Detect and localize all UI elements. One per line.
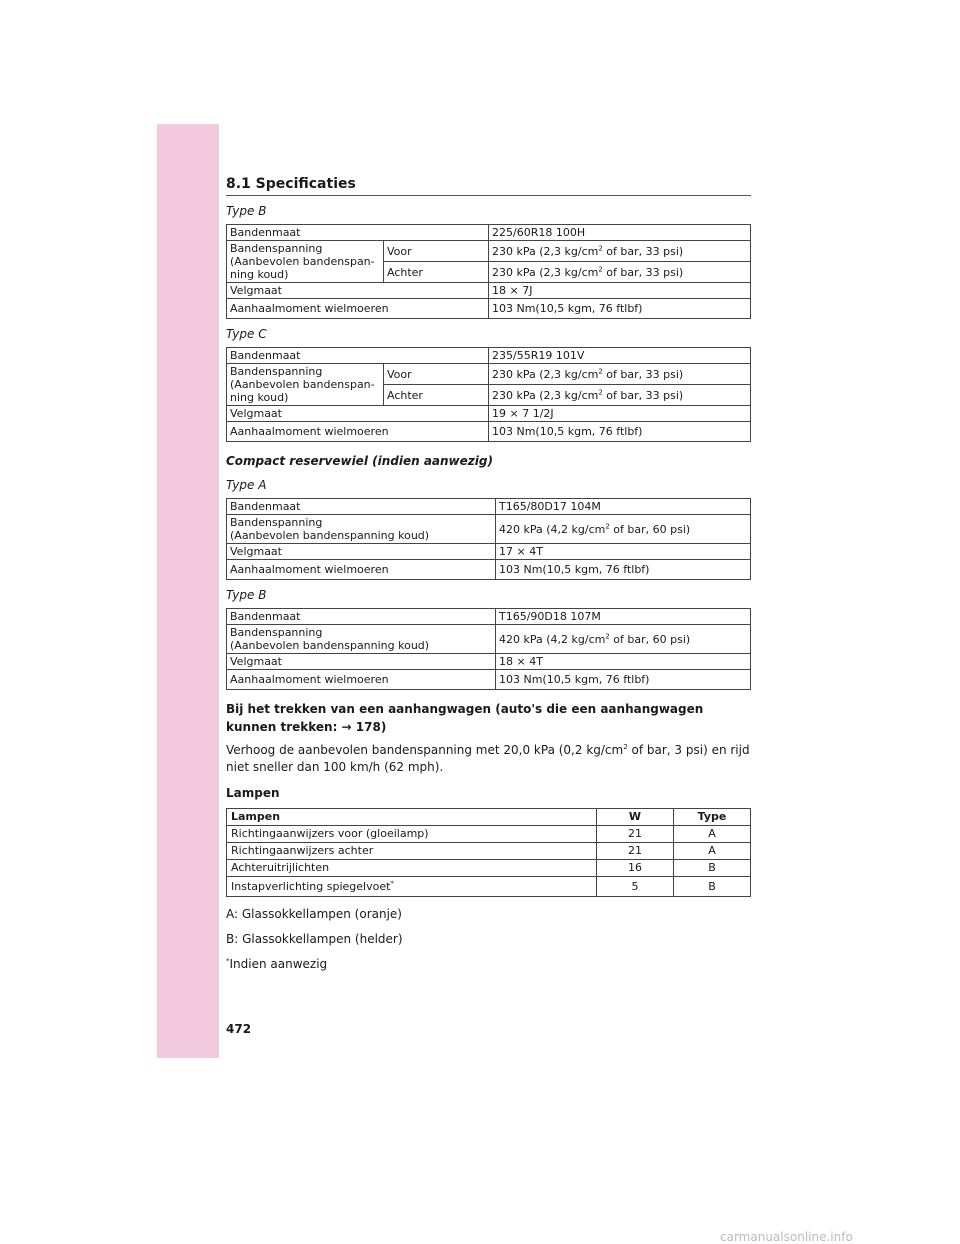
value-text: of bar, 60 psi) [609, 522, 691, 536]
table-cell: Richtingaanwijzers achter [227, 843, 597, 860]
table-row [227, 422, 751, 442]
type-label: Type B [226, 588, 267, 602]
towing-text [226, 742, 751, 776]
table-cell: 21 [597, 826, 674, 843]
table-row [227, 544, 751, 560]
compact-spec-table [226, 498, 751, 580]
type-label: Type A [226, 478, 267, 492]
superscript: 2 [605, 521, 610, 530]
table-cell: B [674, 877, 751, 897]
table-cell: Achteruitrijlichten [227, 860, 597, 877]
table-cell [489, 385, 751, 406]
table-row [227, 348, 751, 364]
table-cell: Voor [384, 364, 489, 385]
table-cell [227, 515, 496, 544]
superscript: * [390, 878, 394, 887]
table-row [227, 843, 751, 860]
lamp-table [226, 808, 751, 897]
table-cell: Aanhaalmoment wielmoeren [227, 422, 489, 442]
table-cell: Velgmaat [227, 654, 496, 670]
table-cell: B [674, 860, 751, 877]
table-cell: 225/60R18 100H [489, 225, 751, 241]
table-row [227, 515, 751, 544]
table-cell [489, 262, 751, 283]
section-title: 8.1 Specificaties [226, 176, 751, 196]
towing-heading: Bij het trekken van een aanhangwagen (auto's die een aanhangwagen kunnen trekken: → 178) [226, 702, 704, 734]
table-cell: 103 Nm(10,5 kgm, 76 ftlbf) [489, 299, 751, 319]
table-cell: A [674, 843, 751, 860]
table-cell: 18 × 7J [489, 283, 751, 299]
table-row [227, 877, 751, 897]
table-row [227, 499, 751, 515]
value-text: 230 kPa (2,3 kg/cm [492, 388, 599, 402]
cell-line: Bandenspanning [230, 626, 323, 639]
table-row [227, 406, 751, 422]
table-cell: 235/55R19 101V [489, 348, 751, 364]
table-cell: Achter [384, 262, 489, 283]
note-line: A: Glassokkellampen (oranje) [226, 907, 402, 921]
table-cell: Velgmaat [227, 406, 489, 422]
table-cell [496, 515, 751, 544]
table-row [227, 560, 751, 580]
table-cell: 19 × 7 1/2J [489, 406, 751, 422]
value-text: 230 kPa (2,3 kg/cm [492, 265, 599, 279]
type-label: Type B [226, 204, 267, 218]
value-text: of bar, 33 psi) [602, 367, 684, 381]
table-cell: Bandenspanning (Aanbevolen bandenspan-ning koud) [227, 241, 384, 283]
footnote-mark: * [226, 957, 230, 965]
watermark: carmanualsonline.info [720, 1230, 853, 1244]
table-row [227, 860, 751, 877]
table-row [227, 826, 751, 843]
table-row [227, 609, 751, 625]
table-cell: 103 Nm(10,5 kgm, 76 ftlbf) [489, 422, 751, 442]
superscript: 2 [598, 264, 603, 273]
compact-heading: Compact reservewiel (indien aanwezig) [226, 454, 493, 468]
table-cell [496, 625, 751, 654]
superscript: 2 [598, 387, 603, 396]
side-color-strip [157, 124, 219, 1058]
table-row [227, 654, 751, 670]
table-cell: T165/80D17 104M [496, 499, 751, 515]
text-part: Verhoog de aanbevolen bandenspanning met 20,0 kPa (0,2 kg/cm [226, 743, 624, 757]
table-cell [227, 877, 597, 897]
table-cell: Velgmaat [227, 544, 496, 560]
table-row [227, 225, 751, 241]
table-header-row [227, 809, 751, 826]
table-cell: T165/90D18 107M [496, 609, 751, 625]
table-cell: Bandenmaat [227, 225, 489, 241]
table-cell: Bandenmaat [227, 609, 496, 625]
table-cell: Velgmaat [227, 283, 489, 299]
table-cell [489, 364, 751, 385]
table-row [227, 625, 751, 654]
spec-table [226, 347, 751, 442]
table-cell [489, 241, 751, 262]
value-text: 230 kPa (2,3 kg/cm [492, 367, 599, 381]
note-line: B: Glassokkellampen (helder) [226, 932, 403, 946]
compact-spec-table [226, 608, 751, 690]
table-cell: 21 [597, 843, 674, 860]
table-cell: 103 Nm(10,5 kgm, 76 ftlbf) [496, 560, 751, 580]
cell-line: (Aanbevolen bandenspanning koud) [230, 529, 430, 542]
column-header: Lampen [227, 809, 597, 826]
table-cell: 16 [597, 860, 674, 877]
value-text: of bar, 33 psi) [602, 265, 684, 279]
table-cell: 103 Nm(10,5 kgm, 76 ftlbf) [496, 670, 751, 690]
table-cell: Bandenspanning (Aanbevolen bandenspan-ning koud) [227, 364, 384, 406]
cell-line: Bandenspanning [230, 516, 323, 529]
value-text: 230 kPa (2,3 kg/cm [492, 244, 599, 258]
table-cell: Bandenmaat [227, 499, 496, 515]
cell-line: (Aanbevolen bandenspanning koud) [230, 639, 430, 652]
table-row [227, 241, 751, 262]
value-text: of bar, 60 psi) [609, 632, 691, 646]
table-row [227, 299, 751, 319]
table-cell: A [674, 826, 751, 843]
table-row [227, 283, 751, 299]
superscript: 2 [605, 631, 610, 640]
table-cell: Bandenmaat [227, 348, 489, 364]
type-label: Type C [226, 327, 267, 341]
page-content [226, 176, 751, 982]
column-header: W [597, 809, 674, 826]
value-text: of bar, 33 psi) [602, 244, 684, 258]
column-header: Type [674, 809, 751, 826]
table-cell: Aanhaalmoment wielmoeren [227, 670, 496, 690]
table-cell: 18 × 4T [496, 654, 751, 670]
table-cell: Aanhaalmoment wielmoeren [227, 560, 496, 580]
value-text: 420 kPa (4,2 kg/cm [499, 522, 606, 536]
value-text: 420 kPa (4,2 kg/cm [499, 632, 606, 646]
table-cell: Achter [384, 385, 489, 406]
table-cell: Aanhaalmoment wielmoeren [227, 299, 489, 319]
footnote-text: Indien aanwezig [229, 957, 328, 971]
table-row [227, 364, 751, 385]
text-part: of bar, 3 psi) en rijd niet sneller dan 100 km/h (62 mph). [226, 743, 750, 774]
table-cell [227, 625, 496, 654]
spec-table [226, 224, 751, 319]
table-row [227, 670, 751, 690]
cell-text: Instapverlichting spiegelvoet [231, 879, 391, 893]
superscript: 2 [598, 366, 603, 375]
table-cell: 5 [597, 877, 674, 897]
value-text: of bar, 33 psi) [602, 388, 684, 402]
footnote [226, 957, 751, 971]
superscript: 2 [623, 743, 628, 751]
superscript: 2 [598, 243, 603, 252]
lampen-heading: Lampen [226, 786, 280, 800]
table-cell: Richtingaanwijzers voor (gloeilamp) [227, 826, 597, 843]
table-cell: 17 × 4T [496, 544, 751, 560]
page-number: 472 [226, 1022, 252, 1036]
table-cell: Voor [384, 241, 489, 262]
